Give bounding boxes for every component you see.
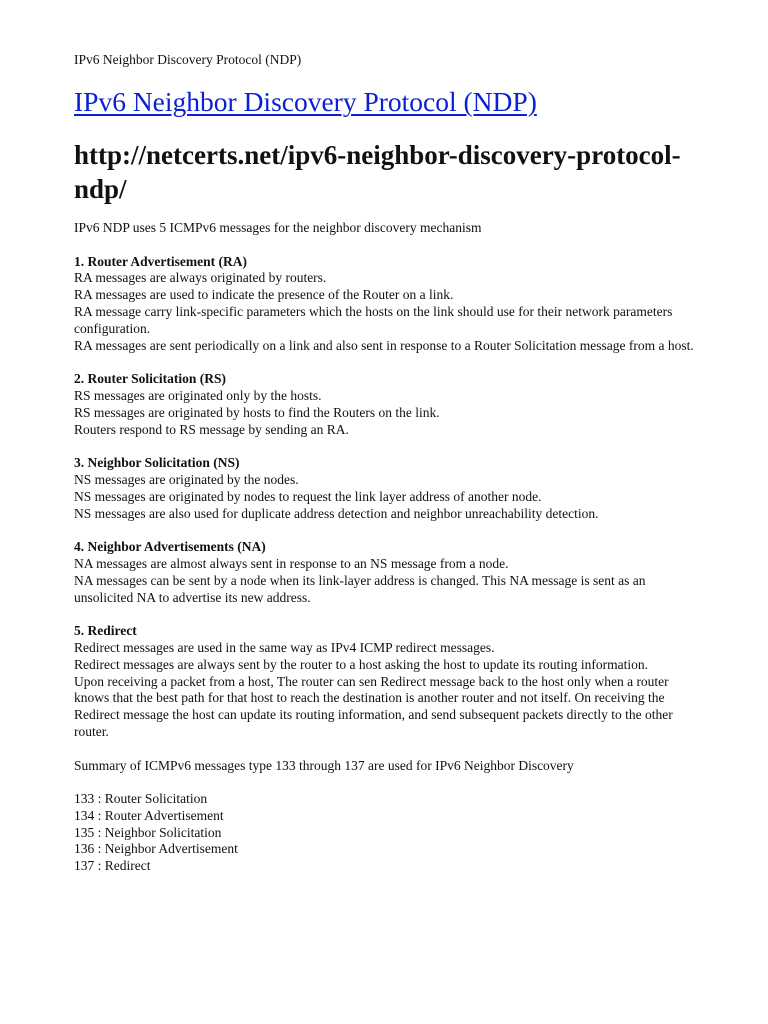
section-line: NS messages are originated by the nodes.	[74, 471, 299, 487]
spacer	[74, 522, 702, 539]
document-body	[74, 220, 702, 875]
source-url: http://netcerts.net/ipv6-neighbor-discovery-protocol-ndp/	[74, 140, 681, 204]
message-type-list	[74, 791, 702, 875]
spacer	[74, 741, 702, 758]
title-link[interactable]: IPv6 Neighbor Discovery Protocol (NDP)	[74, 86, 537, 117]
message-type-item: 136 : Neighbor Advertisement	[74, 841, 238, 857]
section-line: RS messages are originated by hosts to find the Routers on the link.	[74, 404, 440, 420]
message-type-item: 133 : Router Solicitation	[74, 791, 208, 807]
section-line: RA message carry link-specific parameters which the hosts on the link should use for their network parameters configuration.	[74, 303, 673, 336]
section-line: RA messages are always originated by routers.	[74, 270, 327, 286]
message-type-item: 137 : Redirect	[74, 858, 151, 874]
section-line: RA messages are sent periodically on a link and also sent in response to a Router Solicitation message from a host.	[74, 337, 694, 353]
running-header: IPv6 Neighbor Discovery Protocol (NDP)	[74, 52, 302, 67]
page-title	[74, 84, 537, 120]
section-line: NA messages can be sent by a node when its link-layer address is changed. This NA message is sent as an unsolicited NA to advertise its new address.	[74, 572, 646, 605]
section-neighbor-advertisements	[74, 539, 702, 606]
section-redirect	[74, 623, 702, 741]
summary-paragraph: Summary of ICMPv6 messages type 133 through 137 are used for IPv6 Neighbor Discovery	[74, 757, 574, 773]
section-line: Routers respond to RS message by sending an RA.	[74, 421, 349, 437]
section-router-advertisement	[74, 254, 702, 355]
section-line: Upon receiving a packet from a host, The router can sen Redirect message back to the host only when a router knows that the best path for that host to reach the destination is another router and not itself. On receiving the Redirect message the host can update its routing information, and send subsequent packets directly to the other router.	[74, 673, 673, 739]
section-line: RS messages are originated only by the hosts.	[74, 387, 322, 403]
section-line: Redirect messages are used in the same way as IPv4 ICMP redirect messages.	[74, 639, 495, 655]
section-line: NS messages are also used for duplicate address detection and neighbor unreachability detection.	[74, 505, 599, 521]
section-heading: 2. Router Solicitation (RS)	[74, 371, 226, 387]
intro-paragraph: IPv6 NDP uses 5 ICMPv6 messages for the neighbor discovery mechanism	[74, 220, 482, 235]
message-type-item: 134 : Router Advertisement	[74, 807, 224, 823]
section-line: Redirect messages are always sent by the router to a host asking the host to update its routing information.	[74, 656, 648, 672]
section-heading: 5. Redirect	[74, 623, 137, 639]
section-line: NA messages are almost always sent in response to an NS message from a node.	[74, 555, 509, 571]
spacer	[74, 354, 702, 371]
spacer	[74, 237, 702, 254]
section-router-solicitation	[74, 371, 702, 438]
section-line: RA messages are used to indicate the presence of the Router on a link.	[74, 287, 454, 303]
section-line: NS messages are originated by nodes to request the link layer address of another node.	[74, 488, 542, 504]
spacer	[74, 606, 702, 623]
spacer	[74, 438, 702, 455]
section-heading: 3. Neighbor Solicitation (NS)	[74, 455, 240, 471]
section-heading: 1. Router Advertisement (RA)	[74, 253, 247, 269]
spacer	[74, 774, 702, 791]
section-heading: 4. Neighbor Advertisements (NA)	[74, 539, 266, 555]
section-neighbor-solicitation	[74, 455, 702, 522]
message-type-item: 135 : Neighbor Solicitation	[74, 824, 222, 840]
